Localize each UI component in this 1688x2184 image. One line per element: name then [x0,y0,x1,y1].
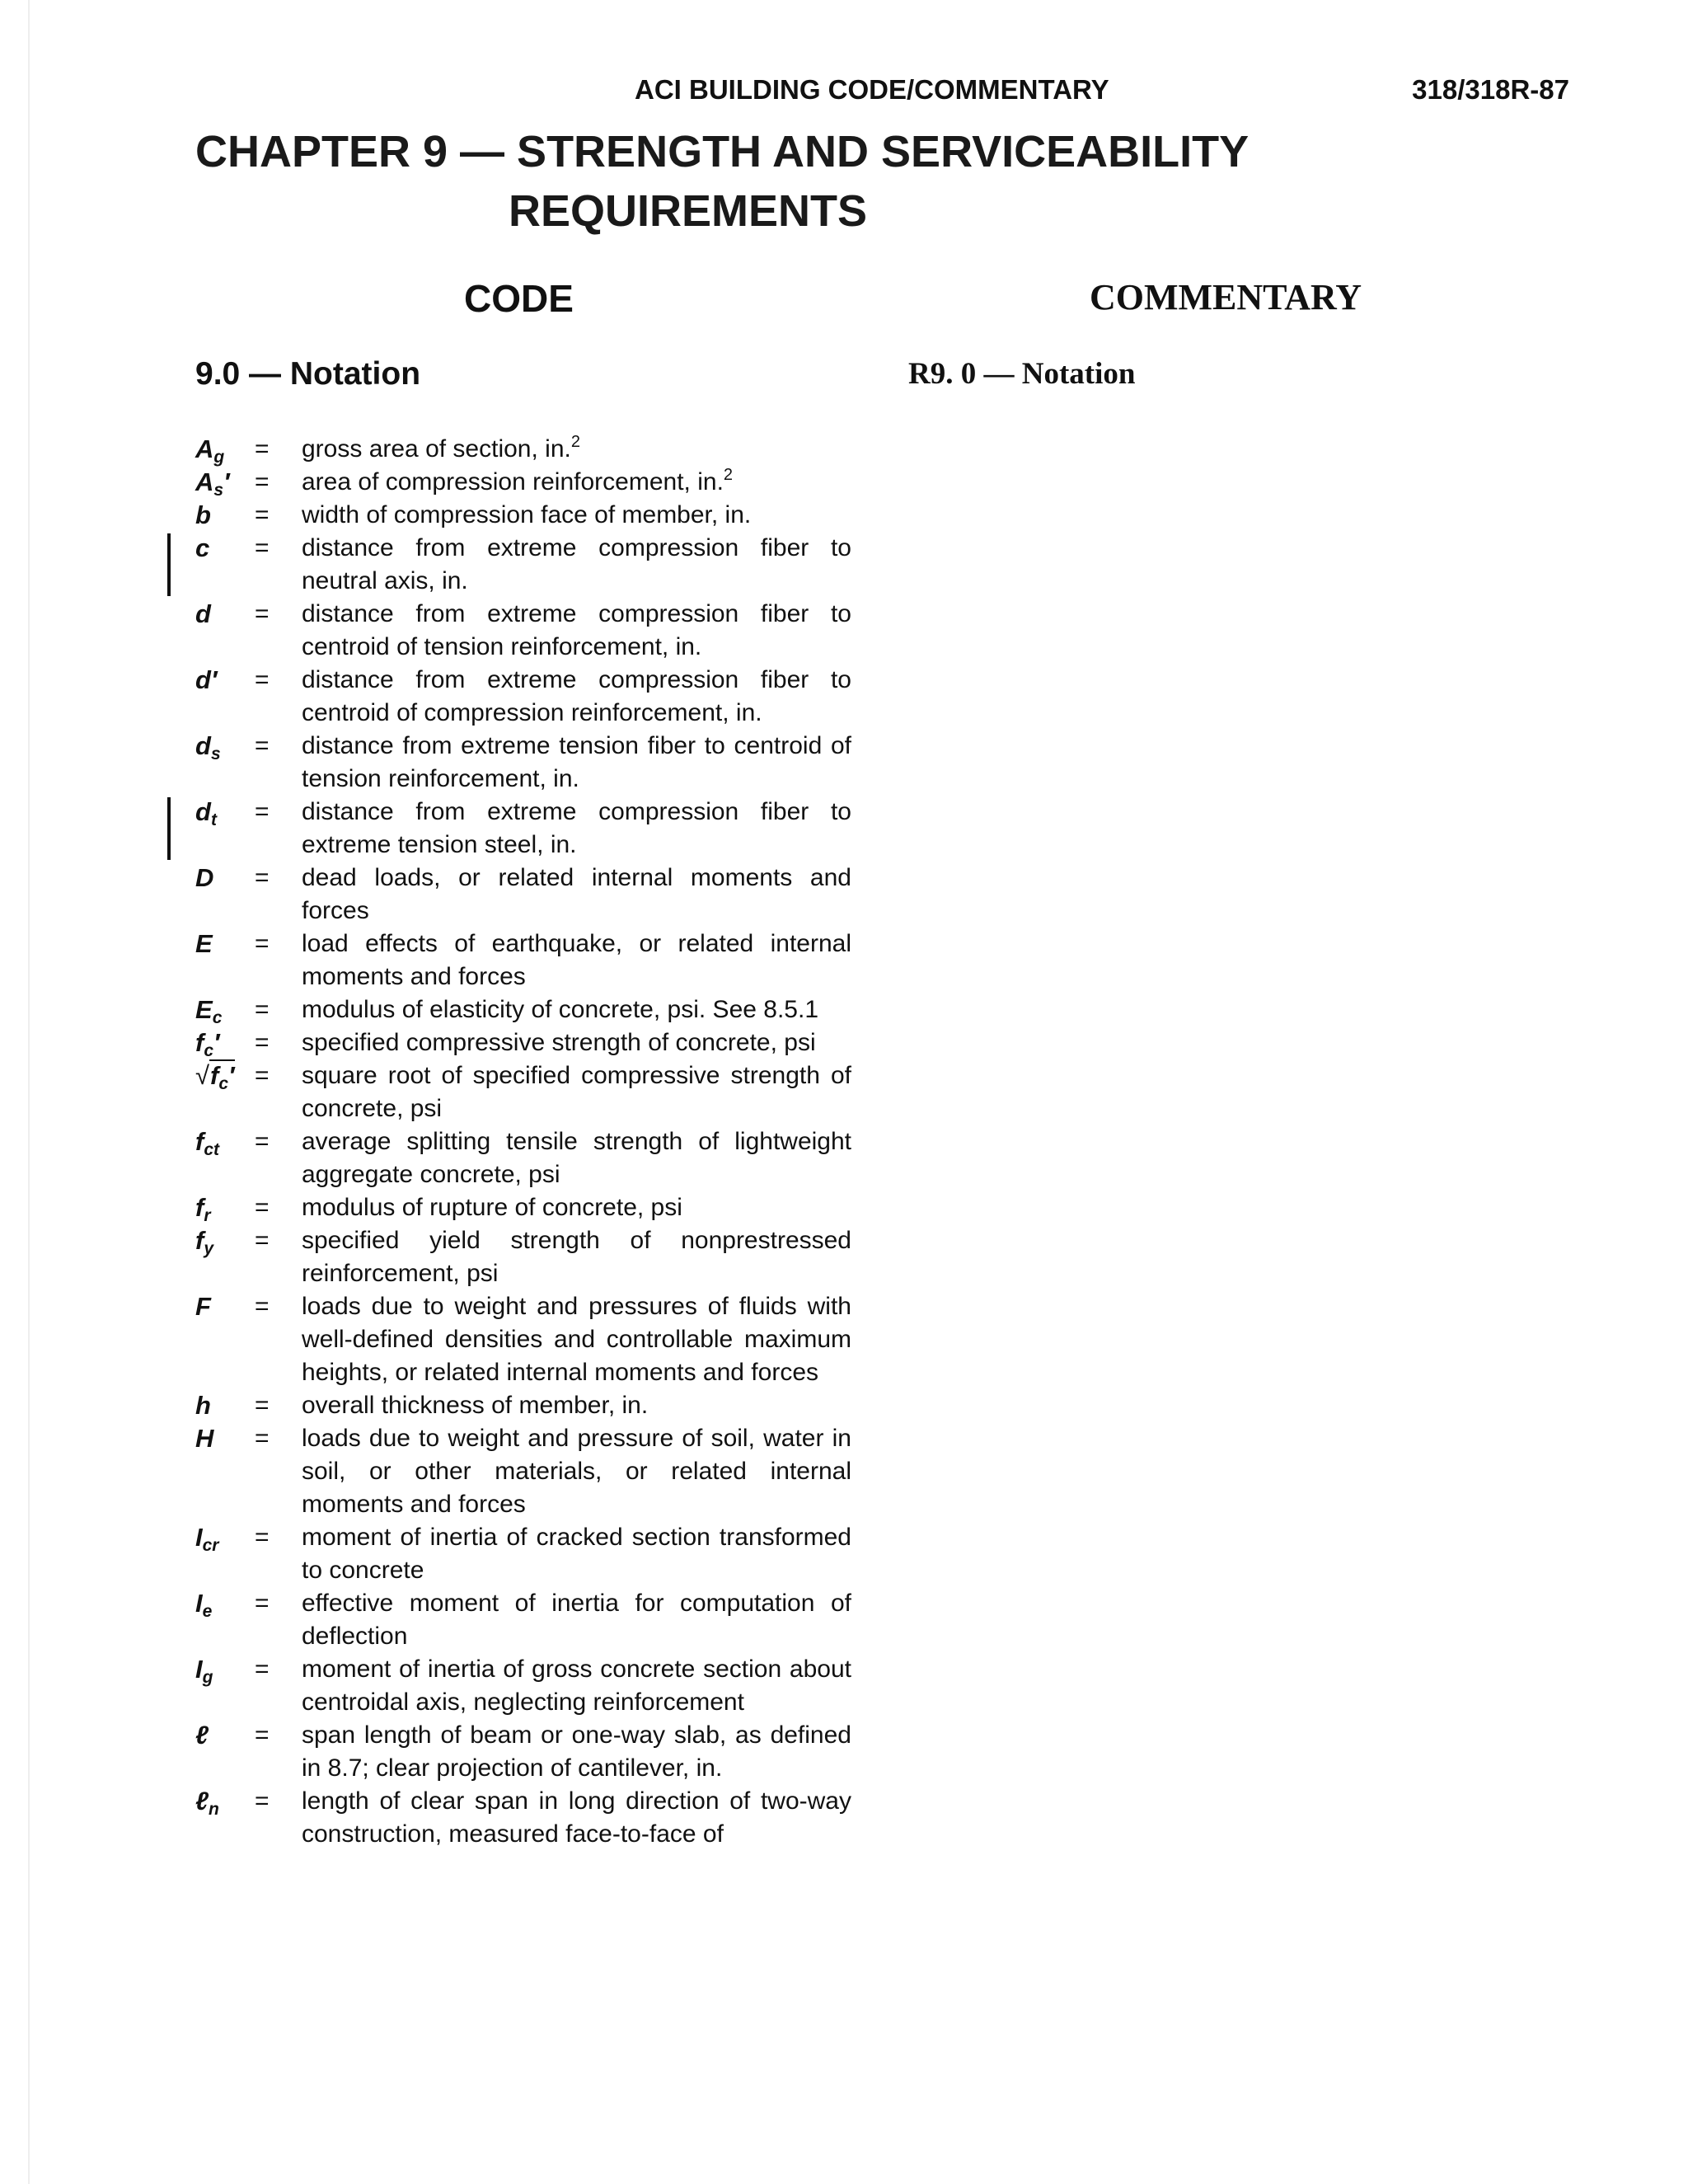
running-header: ACI BUILDING CODE/COMMENTARY [635,74,1109,105]
notation-row-soil-load [195,1422,851,1521]
notation-row-b [195,499,846,532]
equals-sign: = [255,1128,270,1155]
notation-row-ln [195,1785,851,1851]
equals-sign: = [255,1062,270,1089]
notation-row-span-length [195,1719,851,1785]
notation-symbol: D [195,863,214,892]
notation-symbol: $d_t$ [195,797,217,829]
chapter-title-line-1: CHAPTER 9 — STRENGTH AND SERVICEABILITY [195,127,1250,176]
notation-symbol: $A_g$ [195,434,225,467]
notation-row-c [195,532,851,598]
code-column-heading: CODE [464,277,574,320]
notation-row-h [195,1389,846,1422]
equals-sign: = [255,501,270,528]
notation-definition: distance from extreme compression fiber to centroid of tension reinforcement, in. [302,600,851,660]
notation-definition: overall thickness of member, in. [302,1392,649,1419]
notation-definition: distance from extreme compression fiber to centroid of compression reinforcement, in. [302,666,851,726]
notation-symbol: $A_s'$ [195,467,230,500]
notation-row-ie [195,1587,851,1653]
notation-symbol: $f_c'$ [195,1028,220,1060]
commentary-column-heading: COMMENTARY [1090,277,1362,317]
equals-sign: = [255,600,270,627]
notation-definition: distance from extreme compression fiber to neutral axis, in. [302,534,851,594]
notation-definition: distance from extreme compression fiber to extreme tension steel, in. [302,798,851,858]
notation-row-fct [195,1125,851,1191]
equals-sign: = [255,534,270,561]
notation-symbol: ℓ [195,1721,209,1750]
equals-sign: = [255,1590,270,1617]
notation-row-ig [195,1653,851,1719]
notation-row-ds [195,730,851,796]
equals-sign: = [255,930,270,957]
notation-row-fluid-load [195,1290,851,1389]
square-root-icon: √ [195,1061,210,1090]
notation-symbol: F [195,1292,211,1321]
notation-row-icr [195,1521,851,1587]
equals-sign: = [255,468,270,496]
notation-symbol: c [195,533,210,562]
commentary-section-heading: R9. 0 — Notation [908,357,1136,391]
notation-definition: area of compression reinforcement, in.$^2$ [302,466,734,496]
notation-row-earthquake [195,928,851,993]
notation-definition: modulus of rupture of concrete, psi [302,1194,682,1221]
equals-sign: = [255,732,270,759]
equals-sign: = [255,1293,270,1320]
equals-sign: = [255,666,270,693]
notation-symbol: $f_r$ [195,1193,211,1225]
equals-sign: = [255,996,270,1023]
notation-row-fy [195,1224,851,1290]
notation-definition: length of clear span in long direction of two-way construction, measured face-to-face of [302,1787,851,1848]
notation-definition: specified yield strength of nonprestressed reinforcement, psi [302,1227,851,1287]
notation-row-dt [195,796,851,862]
notation-symbol: $I_{cr}$ [195,1523,219,1555]
notation-symbol: d [195,599,211,628]
notation-definition: load effects of earthquake, or related internal moments and forces [302,930,851,990]
equals-sign: = [255,1524,270,1551]
notation-row-d-prime [195,664,851,730]
notation-definition: square root of specified compressive strength of concrete, psi [302,1062,851,1122]
notation-row-ag [195,433,846,466]
notation-symbol: $I_e$ [195,1589,213,1621]
equals-sign: = [255,864,270,891]
revision-change-bar [167,533,171,596]
notation-symbol: E [195,929,213,958]
notation-row-fr [195,1191,846,1224]
equals-sign: = [255,798,270,825]
notation-symbol: $f_y$ [195,1226,214,1258]
chapter-title [195,122,1249,241]
notation-symbol: h [195,1391,211,1420]
equals-sign: = [255,1425,270,1452]
equals-sign: = [255,1721,270,1749]
equals-sign: = [255,1194,270,1221]
notation-row-fc-prime [195,1026,846,1059]
notation-list [195,433,851,1851]
notation-definition: modulus of elasticity of concrete, psi. See 8.5.1 [302,996,818,1023]
notation-definition: loads due to weight and pressure of soil, water in soil, or other materials, or related internal moments and forces [302,1425,851,1518]
notation-symbol: H [195,1424,214,1453]
notation-symbol: $E_c$ [195,995,223,1027]
notation-definition: specified compressive strength of concrete, psi [302,1029,816,1056]
equals-sign: = [255,1227,270,1254]
notation-symbol: $I_g$ [195,1655,213,1687]
notation-definition: dead loads, or related internal moments and forces [302,864,851,924]
notation-row-sqrt-fc [195,1059,851,1125]
equals-sign: = [255,1656,270,1683]
page-number: 318/318R-87 [1412,74,1569,105]
notation-row-dead-load [195,862,851,928]
notation-symbol: $d_s$ [195,731,221,763]
notation-symbol: $f_{ct}$ [195,1127,220,1159]
notation-definition: width of compression face of member, in. [302,501,752,528]
equals-sign: = [255,1029,270,1056]
notation-definition: distance from extreme tension fiber to centroid of tension reinforcement, in. [302,732,851,792]
notation-definition: gross area of section, in.$^2$ [302,433,580,463]
notation-row-d [195,598,851,664]
equals-sign: = [255,435,270,463]
notation-definition: moment of inertia of cracked section transformed to concrete [302,1524,851,1584]
notation-definition: loads due to weight and pressures of fluids with well-defined densities and controllable maximum heights, or related internal moments and forces [302,1293,851,1386]
notation-definition: moment of inertia of gross concrete section about centroidal axis, neglecting reinforcement [302,1656,851,1716]
equals-sign: = [255,1392,270,1419]
notation-row-ec [195,993,846,1026]
page-edge [28,0,30,2184]
notation-definition: average splitting tensile strength of lightweight aggregate concrete, psi [302,1128,851,1188]
code-section-heading: 9.0 — Notation [195,356,421,392]
revision-change-bar [167,797,171,860]
chapter-title-line-2: REQUIREMENTS [509,186,868,236]
notation-symbol: ℓ$_n$ [195,1787,219,1819]
notation-definition: span length of beam or one-way slab, as defined in 8.7; clear projection of cantilever, in. [302,1721,851,1782]
notation-symbol: b [195,500,211,529]
notation-symbol: d′ [195,665,218,694]
equals-sign: = [255,1787,270,1815]
notation-symbol: $√f_c'$ [195,1061,235,1093]
notation-row-as-prime [195,466,846,499]
notation-definition: effective moment of inertia for computation of deflection [302,1590,851,1650]
